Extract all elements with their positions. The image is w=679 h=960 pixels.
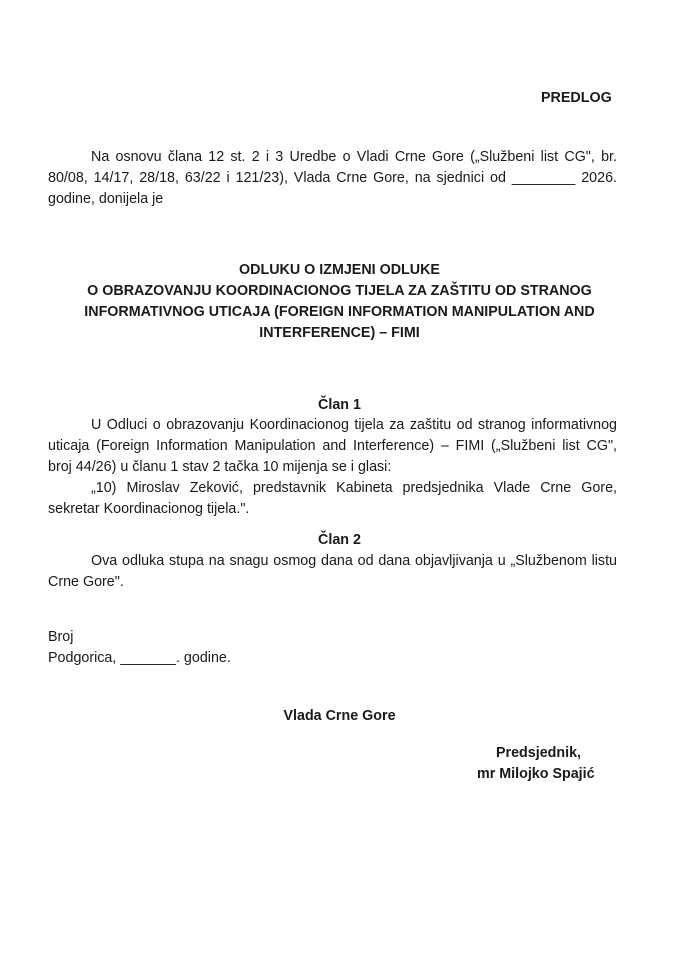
article-1-line-2: uticaja (Foreign Information Manipulation and Interference) – FIMI („Službeni list CG", xyxy=(48,438,617,454)
article-2-line-2: Crne Gore". xyxy=(48,574,124,590)
decision-title-line-2: O OBRAZOVANJU KOORDINACIONOG TIJELA ZA ZAŠTITU OD STRANOG xyxy=(87,283,592,299)
signatory-name: mr Milojko Spajić xyxy=(477,766,595,782)
decision-title-line-4: INTERFERENCE) – FIMI xyxy=(259,325,420,341)
signatory-title: Predsjednik, xyxy=(496,745,582,761)
preamble-line-3: godine, donijela je xyxy=(48,191,164,207)
article-1-line-3: broj 44/26) u članu 1 stav 2 tačka 10 mijenja se i glasi: xyxy=(48,459,392,475)
article-1-line-1: U Odluci o obrazovanju Koordinacionog tijela za zaštitu od stranog informativnog xyxy=(91,417,617,433)
preamble-line-2: 80/08, 14/17, 28/18, 63/22 i 121/23), Vlada Crne Gore, na sjednici od ________ 2026. xyxy=(48,170,617,186)
reference-number-label: Broj xyxy=(48,629,74,645)
preamble-line-1: Na osnovu člana 12 st. 2 i 3 Uredbe o Vladi Crne Gore („Službeni list CG", br. xyxy=(91,149,617,165)
place-and-date: Podgorica, _______. godine. xyxy=(48,650,231,666)
article-2-heading: Član 2 xyxy=(318,532,361,548)
decision-title-line-1: ODLUKU O IZMJENI ODLUKE xyxy=(239,262,440,278)
article-2-line-1: Ova odluka stupa na snagu osmog dana od dana objavljivanja u „Službenom listu xyxy=(91,553,617,569)
article-1-line-5: sekretar Koordinacionog tijela.". xyxy=(48,501,250,517)
article-1-heading: Član 1 xyxy=(318,397,361,413)
proposal-label: PREDLOG xyxy=(541,90,612,106)
government-name: Vlada Crne Gore xyxy=(283,708,396,724)
decision-title-line-3: INFORMATIVNOG UTICAJA (FOREIGN INFORMATION MANIPULATION AND xyxy=(84,304,595,320)
article-1-line-4: „10) Miroslav Zeković, predstavnik Kabineta predsjednika Vlade Crne Gore, xyxy=(91,480,617,496)
